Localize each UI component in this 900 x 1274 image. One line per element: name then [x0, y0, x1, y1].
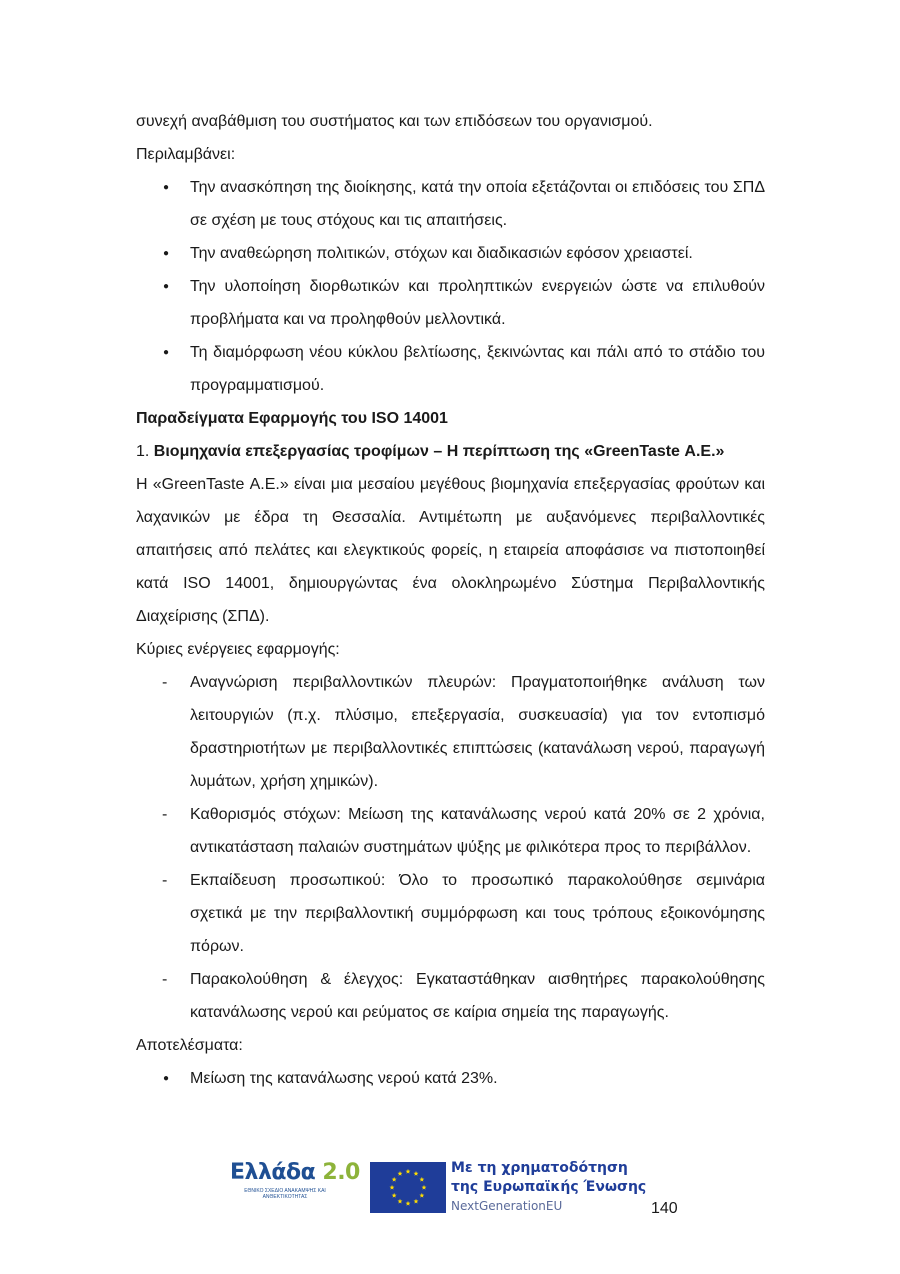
eu-funding-line2: της Ευρωπαϊκής Ένωσης	[451, 1179, 647, 1195]
intro-label: Περιλαμβάνει:	[136, 146, 236, 163]
intro-line: συνεχή αναβάθμιση του συστήματος και των επιδόσεων του οργανισμού.	[136, 113, 653, 130]
section-heading: Παραδείγματα Εφαρμογής του ISO 14001	[136, 410, 448, 427]
page-content	[136, 105, 765, 1095]
eu-funding-line1: Με τη χρηματοδότηση	[451, 1160, 628, 1176]
case-title: Βιομηχανία επεξεργασίας τροφίμων – Η περίπτωση της «GreenTaste Α.Ε.»	[153, 443, 725, 460]
list-item: ● Την υλοποίηση διορθωτικών και προληπτικών ενεργειών ώστε να επιλυθούν προβλήματα και να προληφθούν μελλοντικά.	[136, 270, 765, 336]
list-item: - Εκπαίδευση προσωπικού: Όλο το προσωπικό παρακολούθησε σεμινάρια σχετικά με την περιβαλλοντική συμμόρφωση και τους τρόπους εξοικονόμησης πόρων.	[136, 864, 765, 963]
greece-2-0-logo	[230, 1160, 360, 1208]
list-item: - Καθορισμός στόχων: Μείωση της κατανάλωσης νερού κατά 20% σε 2 χρόνια, αντικατάσταση παλαιών συστημάτων ψύξης με φιλικότερα προς το περιβάλλον.	[136, 798, 765, 864]
list-item: - Παρακολούθηση & έλεγχος: Εγκαταστάθηκαν αισθητήρες παρακολούθησης κατανάλωσης νερού και ρεύματος σε καίρια σημεία της παραγωγής.	[136, 963, 765, 1029]
list-item: ● Μείωση της κατανάλωσης νερού κατά 23%.	[136, 1062, 765, 1095]
results-label: Αποτελέσματα:	[136, 1037, 243, 1054]
greece-logo-subtitle: ΕΘΝΙΚΟ ΣΧΕΔΙΟ ΑΝΑΚΑΜΨΗΣ ΚΑΙ ΑΝΘΕΚΤΙΚΟΤΗΤΑΣ	[244, 1188, 326, 1200]
list-item: - Αναγνώριση περιβαλλοντικών πλευρών: Πραγματοποιήθηκε ανάλυση των λειτουργιών (π.χ. πλύσιμο, επεξεργασία, συσκευασία) για τον εντοπισμό δραστηριοτήτων με περιβαλλοντικές επιπτώσεις (κατανάλωση νερού, παραγωγή λυμάτων, χρήση χημικών).	[136, 666, 765, 798]
results-list	[136, 1062, 765, 1095]
page-footer	[0, 1150, 900, 1260]
eu-flag-icon	[370, 1162, 446, 1213]
pdca-bullet-list	[136, 171, 765, 402]
actions-list	[136, 666, 765, 1029]
greece-logo-main: Ελλάδα	[230, 1160, 316, 1185]
case-number: 1.	[136, 443, 150, 460]
case-heading	[136, 435, 765, 468]
list-item: ● Την ανασκόπηση της διοίκησης, κατά την οποία εξετάζονται οι επιδόσεις του ΣΠΔ σε σχέση με τους στόχους και τις απαιτήσεις.	[136, 171, 765, 237]
actions-label: Κύριες ενέργειες εφαρμογής:	[136, 641, 340, 658]
page-number: 140	[651, 1200, 678, 1217]
list-item: ● Την αναθεώρηση πολιτικών, στόχων και διαδικασιών εφόσον χρειαστεί.	[136, 237, 765, 270]
greece-logo-version: 2.0	[322, 1160, 360, 1185]
next-generation-eu: NextGenerationEU	[451, 1199, 563, 1213]
eu-funding-text	[451, 1159, 651, 1215]
list-item: ● Τη διαμόρφωση νέου κύκλου βελτίωσης, ξεκινώντας και πάλι από το στάδιο του προγραμματισμού.	[136, 336, 765, 402]
case-paragraph: Η «GreenTaste Α.Ε.» είναι μια μεσαίου μεγέθους βιομηχανία επεξεργασίας φρούτων και λαχανικών με έδρα τη Θεσσαλία. Αντιμέτωπη με αυξανόμενες περιβαλλοντικές απαιτήσεις από πελάτες και ελεγκτικούς φορείς, η εταιρεία αποφάσισε να πιστοποιηθεί κατά ISO 14001, δημιουργώντας ένα ολοκληρωμένο Σύστημα Περιβαλλοντικής Διαχείρισης (ΣΠΔ).	[136, 476, 765, 625]
